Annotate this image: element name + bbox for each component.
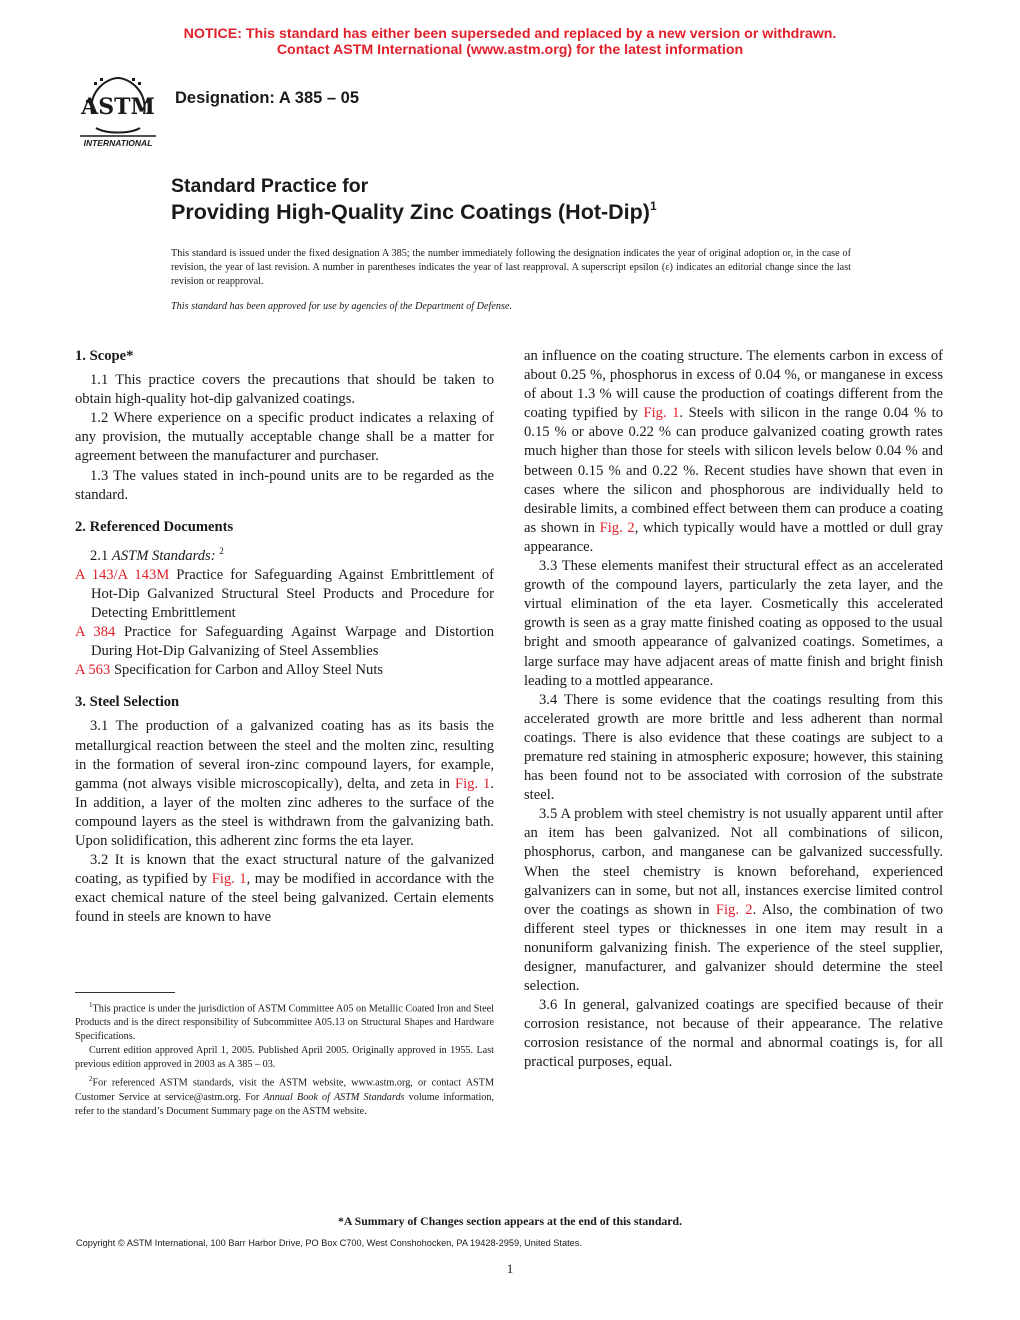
- para-3-4: 3.4 There is some evidence that the coatings resulting from this accelerated growth are more brittle and less adherent than normal coatings. There is also evidence that these coatings are subject to a premature red staining in atmospheric exposure; however, this staining has been found not to be associated with corrosion of the substrate steel.: [524, 691, 943, 804]
- para-3-5-text: 3.5 A problem with steel chemistry is not usually apparent until after an item has been galvanized. Not all combinations of silicon, phosphorus, carbon, and manganese can be galvanized successfully. When the steel chemistry is known beforehand, experienced galvanizers can in some, but not all, instances exercise limited control over the coatings as shown in: [524, 806, 943, 918]
- section-steel-heading: 3. Steel Selection: [75, 694, 180, 711]
- defense-note: This standard has been approved for use by agencies of the Department of Defense.: [171, 301, 513, 312]
- notice-line-1: NOTICE: This standard has either been superseded and replaced by a new version or withdrawn.: [183, 26, 837, 42]
- right-column: [524, 347, 943, 1073]
- para-2-1-text: ASTM Standards:: [111, 547, 216, 564]
- copyright: Copyright © ASTM International, 100 Barr Harbor Drive, PO Box C700, West Conshohocken, PA 19428-2959, United States.: [76, 1238, 582, 1248]
- fig-1-link[interactable]: Fig. 1: [643, 405, 680, 422]
- para-3-2-text-c: an influence on the coating structure. The elements carbon in excess of about 0.25 %, phosphorus in excess of 0.04 %, or manganese in excess of about 1.3 % will cause the production of coatings different from the coating typified by: [524, 348, 943, 422]
- para-1-2: 1.2 Where experience on a specific product indicates a relaxing of any provision, the mutually acceptable change shall be a matter for agreement between the manufacturer and purchaser.: [75, 410, 494, 465]
- fig-1-link[interactable]: Fig. 1: [211, 871, 247, 888]
- ref-code-link[interactable]: A 384: [75, 624, 116, 641]
- section-referenced-heading: 2. Referenced Documents: [75, 518, 234, 535]
- para-1-1: 1.1 This practice covers the precautions that should be taken to obtain high-quality hot-dip galvanized coatings.: [75, 372, 494, 408]
- footnote-2-mark: 2: [89, 1075, 93, 1084]
- footnote-2-text-cont: volume information, refer to the standard’s Document Summary page on the ASTM website.: [75, 1091, 495, 1117]
- para-3-1: [75, 717, 494, 851]
- logo-mark: ASTM: [81, 94, 155, 120]
- para-3-1-text: 3.1 The production of a galvanized coating has as its basis the metallurgical reaction between the steel and the molten zinc, resulting in the formation of several iron-zinc compound layers, for example, gamma (not always visible microscopically), delta, and zeta in: [75, 718, 494, 792]
- footnote-divider: [75, 992, 175, 993]
- page-number: 1: [506, 1261, 514, 1276]
- para-2-1: [75, 542, 494, 566]
- para-3-2-continued: [524, 347, 943, 557]
- ref-item: [75, 566, 494, 623]
- para-3-5: [524, 805, 943, 996]
- footnote-1-text: This practice is under the jurisdiction of ASTM Committee A05 on Metallic Coated Iron and Steel Products and is the direct responsibility of Subcommittee A05.13 on Structural Shapes and Hardware Specifications.: [75, 1003, 494, 1043]
- ref-code-link[interactable]: A 563: [75, 662, 111, 679]
- ref-item: [75, 623, 494, 661]
- ref-title: Practice for Safeguarding Against Warpage and Distortion During Hot-Dip Galvanizing of Steel Assemblies: [91, 624, 494, 660]
- para-3-2-text-d: . Steels with silicon in the range 0.04 % to 0.15 % or above 0.22 % can produce galvanized coating growth rates much higher than those for steels with silicon levels below 0.04 % and between 0.15 % and 0.22 %. Recent studies have shown that even in cases where the silicon and phosphorous are individually held to desirable limits, a combined effect between them can produce a coating as shown in: [524, 405, 944, 536]
- para-3-6: 3.6 In general, galvanized coatings are specified because of their corrosion resistance, not because of their appearance. The relative corrosion resistance of the normal and abnormal coatings is, for all practical purposes, equal.: [524, 997, 943, 1071]
- fig-2-link[interactable]: Fig. 2: [599, 519, 635, 536]
- footnote-2-italic: Annual Book of ASTM Standards: [263, 1091, 405, 1103]
- para-3-2-text-e: , which typically would have a mottled or dull gray appearance.: [524, 519, 943, 555]
- astm-logo: [72, 70, 164, 150]
- notice-line-2: Contact ASTM International (www.astm.org) for the latest information: [276, 42, 744, 58]
- ref-title: Specification for Carbon and Alloy Steel Nuts: [113, 662, 384, 679]
- summary-note: *A Summary of Changes section appears at the end of this standard.: [337, 1214, 683, 1228]
- ref-title: Practice for Safeguarding Against Embrittlement of Hot-Dip Galvanized Structural Steel Products and Procedure for Detecting Embrittlement: [91, 566, 494, 621]
- designation: Designation: A 385 – 05: [175, 89, 360, 107]
- fig-2-link[interactable]: Fig. 2: [715, 901, 753, 918]
- footnote-1-mark: 1: [89, 1001, 93, 1009]
- title-footnote-mark: 1: [649, 199, 657, 213]
- para-2-1-number: 2.1: [90, 547, 109, 564]
- page-title: [171, 199, 657, 225]
- para-3-5-text-cont: . Also, the combination of two different steel types or thicknesses in one item may result in a nonuniform galvanizing finish. The experience of the steel supplier, designer, manufacturer, and galvanizer should determine the steel selection.: [524, 901, 943, 995]
- ref-code-link[interactable]: A 143/A 143M: [75, 566, 170, 583]
- footnote-1: [75, 998, 494, 1044]
- para-3-3: 3.3 These elements manifest their structural effect as an accelerated growth of the compound layers, particularly the zeta layer, and the virtual elimination of the eta layer. Cosmetically this accelerated growth is seen as a gray matte finished coating as opposed to the usual bright and smooth appearance of galvanized coatings. Sometimes, a large surface may have adjacent areas of matte finish and bright finish leading to a mottled appearance.: [524, 558, 943, 689]
- footnote-1-edition: Current edition approved April 1, 2005. Published April 2005. Originally approved in 1955. Last previous edition approved in 2003 as A 385 – 03.: [75, 1045, 494, 1071]
- para-1-3: 1.3 The values stated in inch-pound units are to be regarded as the standard.: [75, 467, 494, 503]
- title-text: Providing High-Quality Zinc Coatings (Hot-Dip): [171, 200, 650, 224]
- para-3-1-text-cont: . In addition, a layer of the molten zinc adheres to the surface of the compound layers as the steel is withdrawn from the galvanizing bath. Upon solidification, this adherent zinc forms the eta layer.: [75, 775, 494, 850]
- section-scope-heading: 1. Scope*: [75, 348, 134, 364]
- footnote-2-text: For referenced ASTM standards, visit the ASTM website, www.astm.org, or contact ASTM Customer Service at service@astm.org. For: [75, 1077, 494, 1103]
- fig-1-link[interactable]: Fig. 1: [454, 775, 491, 792]
- footnote-2: [75, 1072, 494, 1118]
- title-pre: Standard Practice for: [171, 175, 369, 197]
- logo-international: INTERNATIONAL: [83, 138, 153, 148]
- left-column: [75, 347, 494, 927]
- issued-note: This standard is issued under the fixed designation A 385; the number immediately following the designation indicates the year of original adoption or, in the case of revision, the year of last revision. A number in parentheses indicates the year of last reapproval. A superscript epsilon (ε) indicates an editorial change since the last revision or reapproval.: [171, 248, 851, 287]
- para-3-2-text-cont: , may be modified in accordance with the exact chemical nature of the steel being galvanized. Certain elements found in steels are known to have: [75, 871, 494, 926]
- para-2-1-footnote-mark: 2: [219, 545, 224, 556]
- footnotes: [75, 998, 494, 1119]
- ref-item: [75, 661, 494, 680]
- para-3-2: [75, 851, 494, 927]
- para-3-2-text: 3.2 It is known that the exact structural nature of the galvanized coating, as typified by: [75, 852, 494, 888]
